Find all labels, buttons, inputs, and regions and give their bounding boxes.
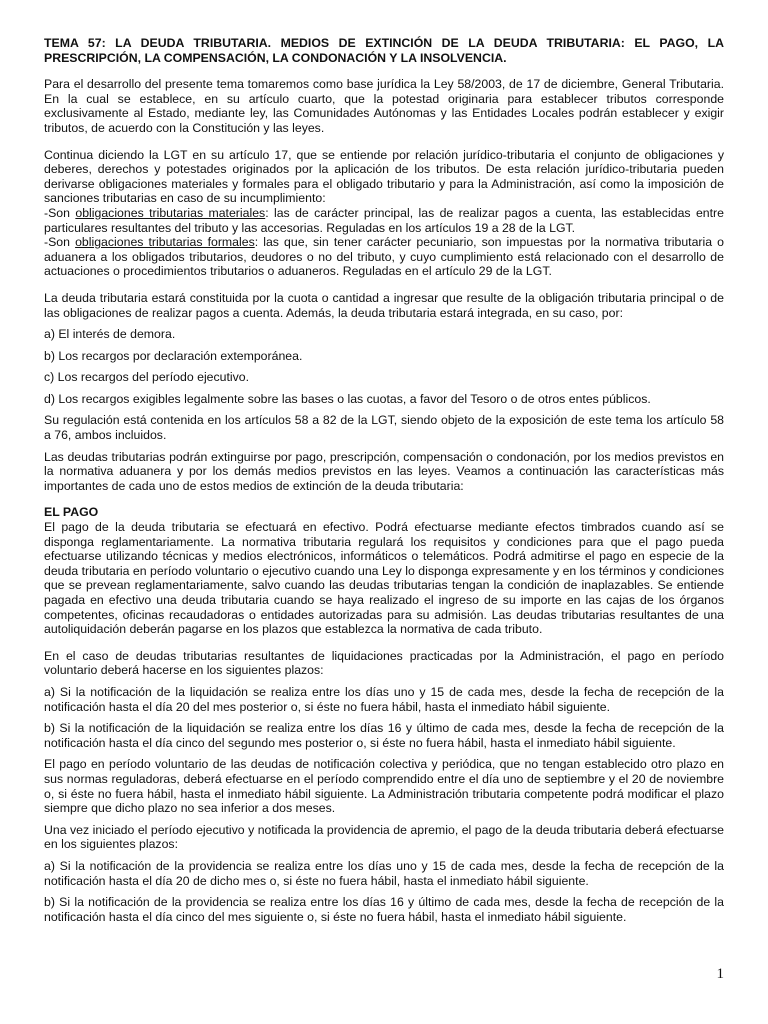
section-heading-pago: EL PAGO xyxy=(44,505,99,520)
art17-paragraph xyxy=(44,148,724,279)
list-item: c) Los recargos del período ejecutivo. xyxy=(44,370,250,385)
pago-paragraph-3: El pago en período voluntario de las deudas de notificación colectiva y periódica, que no tengan establecido otro plazo en sus normas reguladoras, deberá efectuarse en el período comprendido entre el día uno de septiembre y el 20 de noviembre o, si éste no fuera hábil, hasta el inmediato hábil siguiente. La Administración tributaria competente podrá modificar el plazo siempre que dicho plazo no sea inferior a dos meses. xyxy=(44,757,724,816)
pago-item-b: b) Si la notificación de la liquidación se realiza entre los días 16 y último de cada mes, desde la fecha de recepción de la notificación hasta el día cinco del segundo mes posterior o, si éste no fuera hábil, hasta el inmediato hábil siguiente. xyxy=(44,721,724,750)
deuda-intro-paragraph: La deuda tributaria estará constituida por la cuota o cantidad a ingresar que resulte de la obligación tributaria principal o de las obligaciones de realizar pagos a cuenta. Además, la deuda tributaria estará integrada, en su caso, por: xyxy=(44,290,724,320)
pago-paragraph-4: Una vez iniciado el período ejecutivo y notificada la providencia de apremio, el pago de la deuda tributaria deberá efectuarse en los siguientes plazos: xyxy=(44,822,724,852)
apremio-item-b: b) Si la notificación de la providencia se realiza entre los días 16 y último de cada mes, desde la fecha de recepción de la notificación hasta el día cinco del mes siguiente o, si éste no fuera hábil, hasta el inmediato hábil siguiente. xyxy=(44,895,724,924)
art17-text: Continua diciendo la LGT en su artículo 17, que se entiende por relación jurídico-tributaria el conjunto de obligaciones y deberes, derechos y potestades originados por la aplicación de los tributos. De esta relación jurídico-tributaria pueden derivarse obligaciones materiales y formales para el obligado tributario y para la Administración, así como la imposición de sanciones tributarias en caso de su incumplimiento: xyxy=(44,147,724,206)
materiales-term: obligaciones tributarias materiales xyxy=(75,205,266,220)
list-item: d) Los recargos exigibles legalmente sobre las bases o las cuotas, a favor del Tesoro o de otros entes públicos. xyxy=(44,391,651,406)
apremio-item-a: a) Si la notificación de la providencia se realiza entre los días uno y 15 de cada mes, desde la fecha de recepción de la notificación hasta el día 20 de dicho mes o, si éste no fuera hábil, hasta el inmediato hábil siguiente. xyxy=(44,858,724,888)
pago-paragraph-2: En el caso de deudas tributarias resultantes de liquidaciones practicadas por la Administración, el pago en período voluntario deberá hacerse en los siguientes plazos: xyxy=(44,648,724,678)
pago-paragraph-1: El pago de la deuda tributaria se efectuará en efectivo. Podrá efectuarse mediante efectos timbrados cuando así se disponga reglamentariamente. La normativa tributaria regulará los requisitos y condiciones para que el pago pueda efectuarse utilizando técnicas y medios electrónicos, informáticos o telemáticos. Podrá admitirse el pago en especie de la deuda tributaria en período voluntario o ejecutivo cuando una Ley lo disponga expresamente y en los términos y condiciones que se prevean reglamentariamente, salvo cuando las deudas tributarias tengan la condición de inaplazables. Se entiende pagada en efectivo una deuda tributaria cuando se haya realizado el ingreso de su importe en las cajas de los órganos competentes, oficinas recaudadoras o entidades autorizadas para su admisión. Las deudas tributarias resultantes de una autoliquidación deberán pagarse en los plazos que establezca la normativa de cada tributo. xyxy=(44,520,724,637)
formales-prefix: -Son xyxy=(44,235,76,250)
pago-item-a: a) Si la notificación de la liquidación se realiza entre los días uno y 15 de cada mes, desde la fecha de recepción de la notificación hasta el día 20 del mes posterior o, si éste no fuera hábil, hasta el inmediato hábil siguiente. xyxy=(44,684,724,714)
regulacion-paragraph: Su regulación está contenida en los artículos 58 a 82 de la LGT, siendo objeto de la exposición de este tema los artículo 58 a 76, ambos incluidos. xyxy=(44,413,724,443)
document-title: TEMA 57: LA DEUDA TRIBUTARIA. MEDIOS DE EXTINCIÓN DE LA DEUDA TRIBUTARIA: EL PAGO, LA PRESCRIPCIÓN, LA COMPENSACIÓN, LA CONDONACIÓN Y LA INSOLVENCIA. xyxy=(44,36,724,65)
list-item: b) Los recargos por declaración extemporánea. xyxy=(44,348,303,363)
extincion-paragraph: Las deudas tributarias podrán extinguirse por pago, prescripción, compensación o condonación, por los medios previstos en la normativa aduanera y por los demás medios previstos en las leyes. Veamos a continuación las características más importantes de cada uno de estos medios de extinción de la deuda tributaria: xyxy=(44,449,724,493)
materiales-rest: : las de carácter principal, las de realizar pagos a cuenta, las establecidas entre particulares resultantes del tributo y las accesorias. Reguladas en los artículos 19 a 28 de la LGT. xyxy=(44,205,724,235)
list-item: a) El interés de demora. xyxy=(44,327,176,342)
document-page xyxy=(44,36,724,931)
intro-paragraph: Para el desarrollo del presente tema tomaremos como base jurídica la Ley 58/2003, de 17 de diciembre, General Tributaria. En la cual se establece, en su artículo cuarto, que la potestad originaria para establecer tributos corresponde exclusivamente al Estado, mediante ley, las Comunidades Autónomas y las Entidades Locales podrán establecer y exigir tributos, de acuerdo con la Constitución y las leyes. xyxy=(44,77,724,135)
materiales-prefix: -Son xyxy=(44,205,76,220)
formales-rest: : las que, sin tener carácter pecuniario, son impuestas por la normativa tributaria o aduanera a los obligados tributarios, deudores o no del tributo, y cuyo cumplimiento está relacionado con el desarrollo de actuaciones o procedimientos tributarios o aduaneros. Reguladas en el artículo 29 de la LGT. xyxy=(44,235,724,279)
formales-term: obligaciones tributarias formales xyxy=(75,235,255,250)
page-number: 1 xyxy=(716,966,724,982)
